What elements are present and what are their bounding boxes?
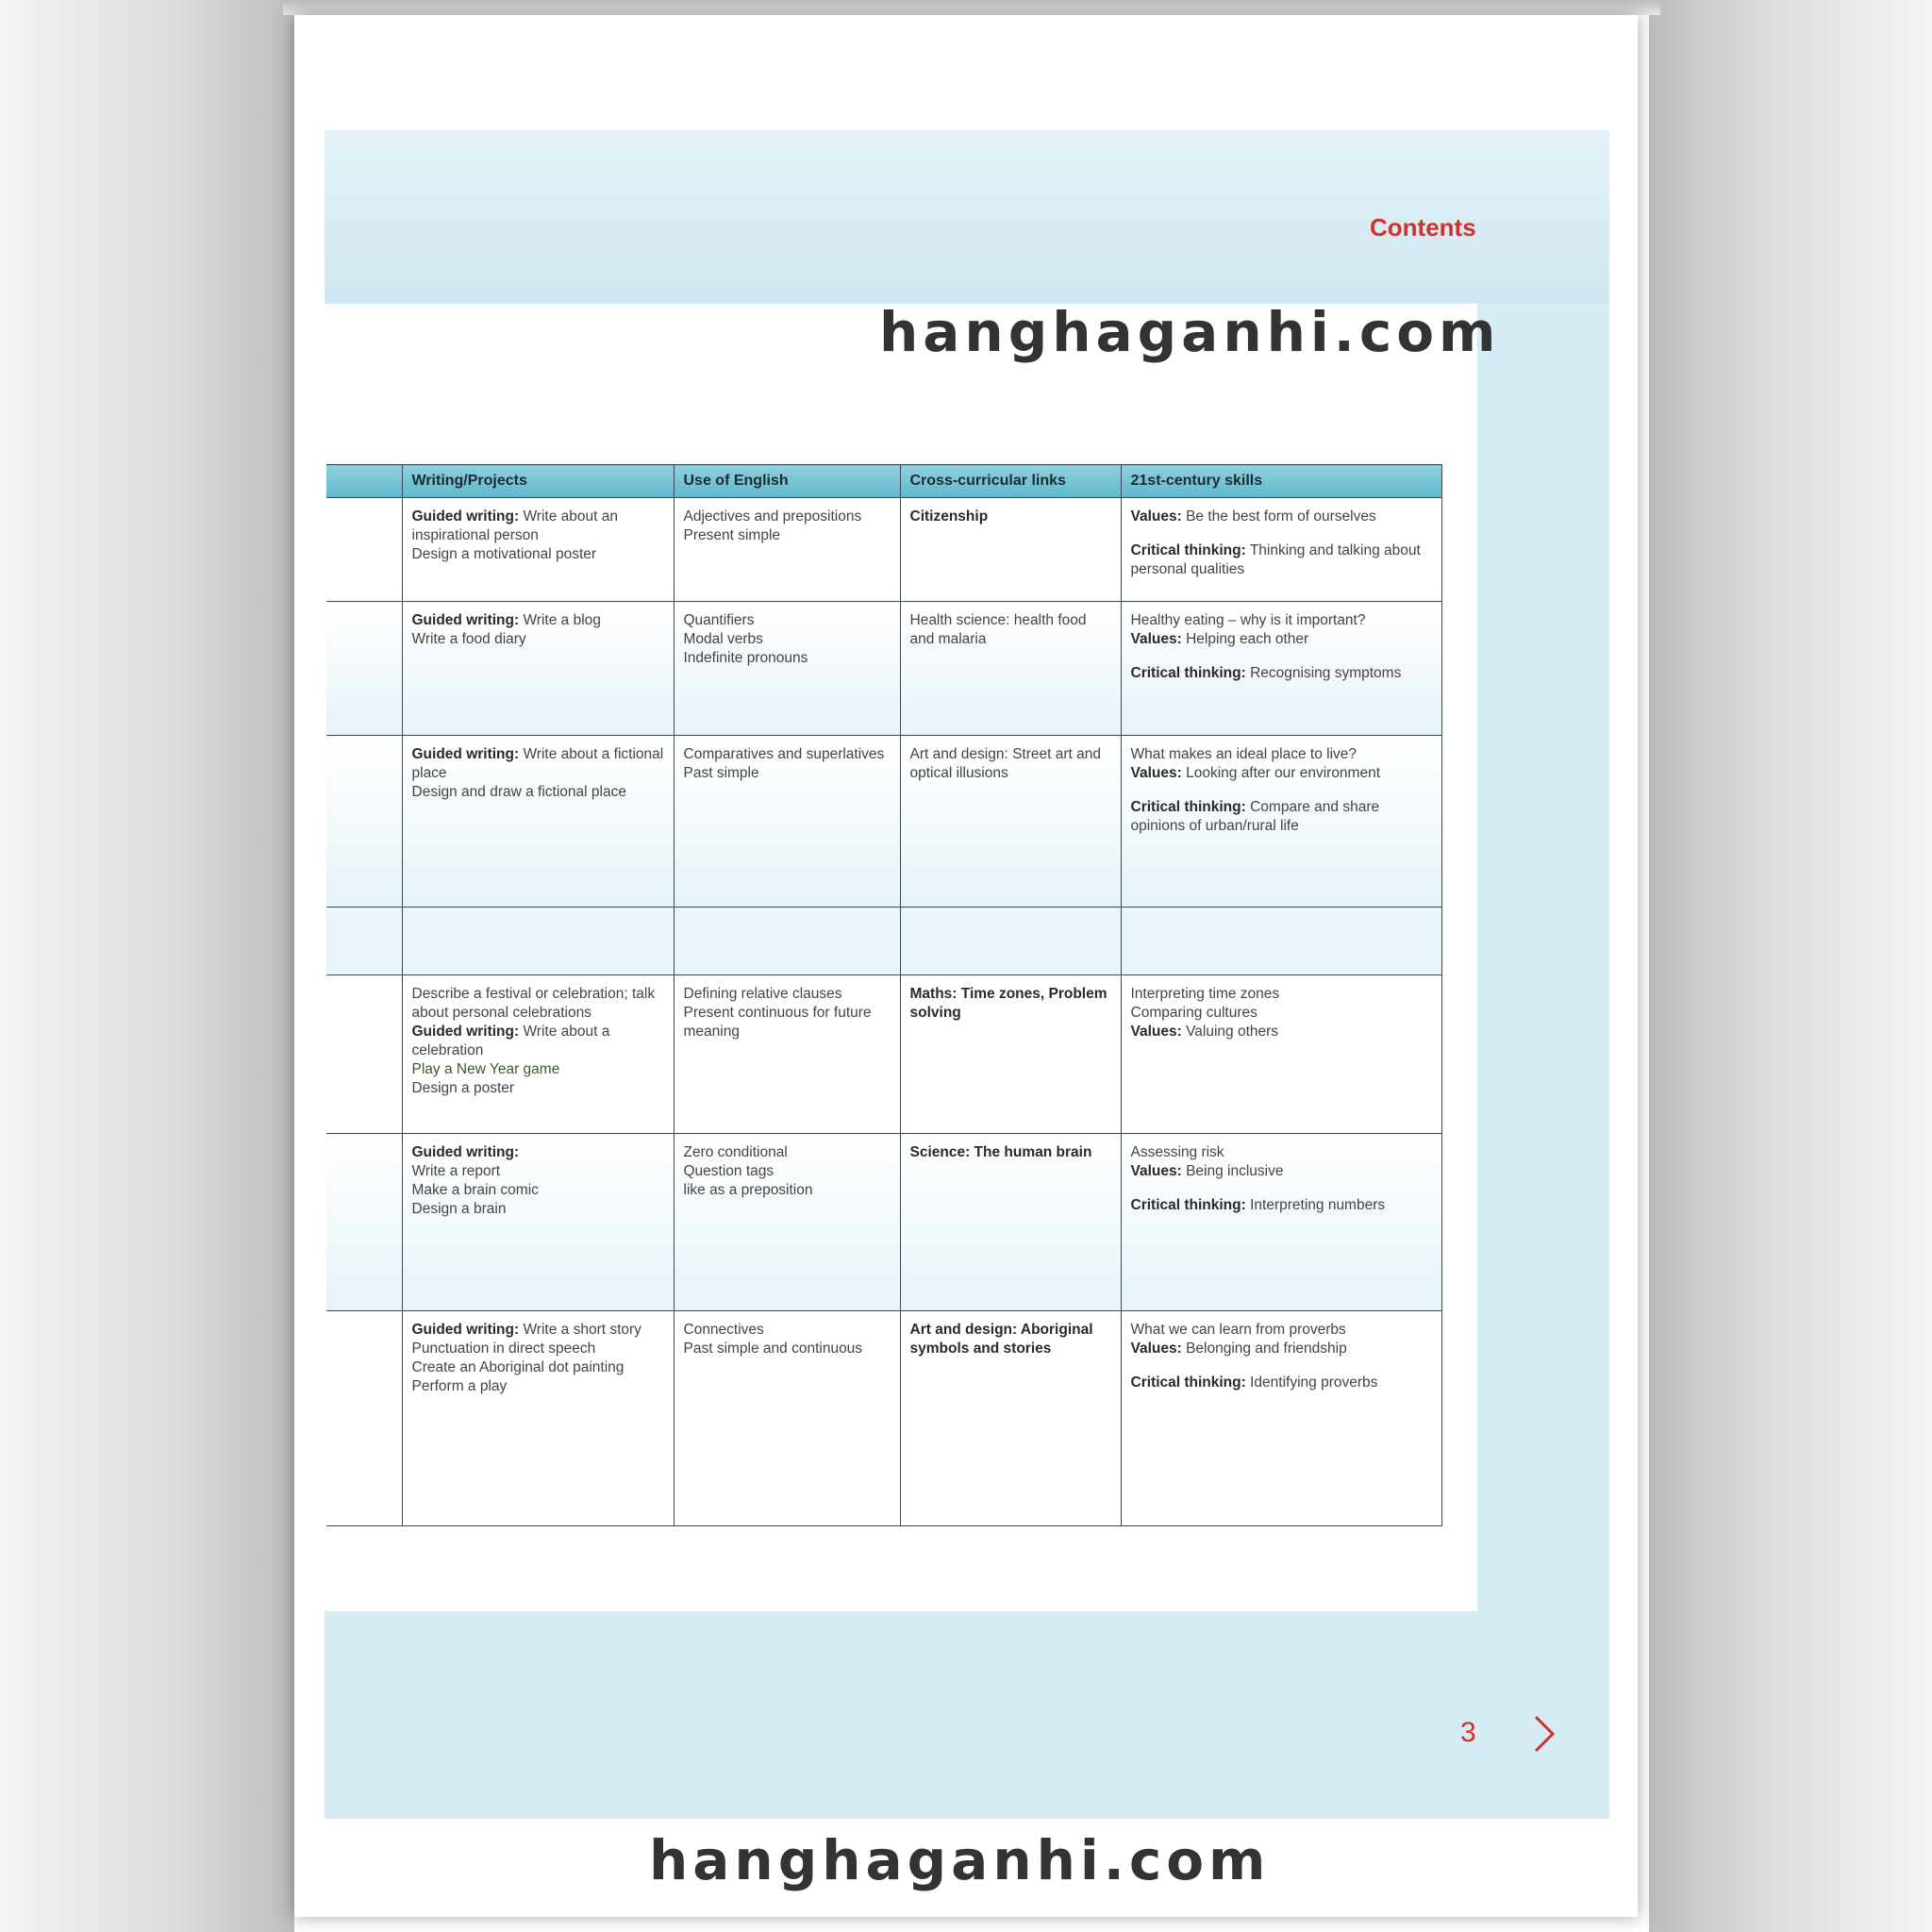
- column-header-skills: 21st-century skills: [1121, 465, 1441, 498]
- cell-line: [684, 649, 891, 668]
- line-gap: [1131, 526, 1432, 541]
- table-header-row: [326, 465, 1441, 498]
- cell-line-label: Critical thinking:: [1130, 542, 1246, 558]
- cell-line: [910, 611, 1111, 649]
- cell-line-text: Indefinite pronouns: [683, 650, 808, 666]
- cell-line: [684, 526, 891, 545]
- cell-line-text: Create an Aboriginal dot painting: [411, 1359, 625, 1375]
- cell-line-label: Science: The human brain: [909, 1144, 1092, 1160]
- english-cell: [674, 975, 900, 1134]
- cell-line: [1131, 611, 1432, 630]
- cell-line: [684, 1340, 891, 1358]
- cell-line-text: Design and draw a fictional place: [411, 784, 626, 800]
- writing-cell: [402, 602, 674, 736]
- writing-cell: [402, 1311, 674, 1526]
- cell-line-text: like as a preposition: [683, 1182, 813, 1198]
- cell-line: [910, 745, 1111, 783]
- cell-line-label: Guided writing:: [411, 1024, 520, 1040]
- cell-line-text: Write about a celebration: [411, 1024, 610, 1058]
- cell-line-label: Critical thinking:: [1130, 799, 1246, 815]
- cell-line: [1131, 1321, 1432, 1340]
- cell-line-label: Values:: [1130, 765, 1182, 781]
- cell-line: [412, 1358, 664, 1377]
- writing-cell: [402, 498, 674, 602]
- skills-cell: [1121, 1134, 1441, 1311]
- cell-line: [1131, 508, 1432, 526]
- cell-line: [412, 1377, 664, 1396]
- cell-line: [684, 1143, 891, 1162]
- cell-line-text: Healthy eating – why is it important?: [1130, 612, 1366, 628]
- line-gap: [1131, 649, 1432, 664]
- cell-line: [684, 611, 891, 630]
- scan-background-top: [283, 0, 1660, 15]
- cell-line: [412, 1079, 664, 1098]
- cell-line-text: Looking after our environment: [1181, 765, 1381, 781]
- cell-line: [412, 508, 664, 545]
- cell-line: [1131, 1004, 1432, 1023]
- watermark-top: hanghaganhi.com: [879, 300, 1501, 364]
- cell-line-text: Compare and share opinions of urban/rural life: [1130, 799, 1380, 834]
- scan-background-right: [1649, 0, 1932, 1932]
- cell-line-label: Values:: [1130, 1163, 1182, 1179]
- cell-line-text: Present continuous for future meaning: [683, 1005, 872, 1040]
- cell-line: [412, 1181, 664, 1200]
- cell-line: [1131, 985, 1432, 1004]
- cell-line-text: Helping each other: [1181, 631, 1309, 647]
- line-gap: [1131, 1358, 1432, 1374]
- english-cell: [674, 498, 900, 602]
- cell-line: [1131, 1196, 1432, 1215]
- cell-line-text: Write a blog: [519, 612, 601, 628]
- cell-line-label: Maths: Time zones, Problem solving: [909, 986, 1108, 1021]
- cell-line: [1131, 664, 1432, 683]
- watermark-bottom: hanghaganhi.com: [649, 1828, 1271, 1892]
- writing-cell: [402, 975, 674, 1134]
- cell-line-text: Interpreting numbers: [1245, 1197, 1386, 1213]
- cell-line-label: Art and design: Aboriginal symbols and stories: [909, 1322, 1093, 1357]
- links-cell: [900, 736, 1121, 908]
- cell-line-label: Values:: [1130, 1024, 1182, 1040]
- links-cell: [900, 1134, 1121, 1311]
- cell-line-text: Belonging and friendship: [1181, 1341, 1347, 1357]
- cell-line: [684, 630, 891, 649]
- cell-line-text: Play a New Year game: [411, 1061, 560, 1077]
- cell-line: [412, 985, 664, 1023]
- column-header-links: Cross-curricular links: [900, 465, 1121, 498]
- cell-line-text: Design a motivational poster: [411, 546, 597, 562]
- cell-line: [412, 630, 664, 649]
- cell-line-text: Identifying proverbs: [1245, 1374, 1378, 1391]
- line-gap: [1131, 1181, 1432, 1196]
- cell-line-text: Question tags: [683, 1163, 774, 1179]
- writing-cell: [402, 908, 674, 975]
- contents-link[interactable]: Contents: [1370, 213, 1476, 242]
- english-cell: [674, 602, 900, 736]
- cell-line: [412, 1023, 664, 1060]
- english-cell: [674, 736, 900, 908]
- cell-line: [684, 1004, 891, 1041]
- column-header-writing: Writing/Projects: [402, 465, 674, 498]
- cell-line: [412, 1143, 664, 1162]
- cell-line-text: Design a brain: [411, 1201, 507, 1217]
- links-cell: [900, 1311, 1121, 1526]
- cell-line: [684, 764, 891, 783]
- cell-line-text: Interpreting time zones: [1130, 986, 1280, 1002]
- column-header-english: Use of English: [674, 465, 900, 498]
- links-cell: [900, 975, 1121, 1134]
- table-row: [326, 1134, 1441, 1311]
- cell-line: [1131, 764, 1432, 783]
- cell-line: [1131, 745, 1432, 764]
- chevron-right-icon[interactable]: [1530, 1713, 1558, 1759]
- cell-line-text: Present simple: [683, 527, 781, 543]
- cell-line: [412, 783, 664, 802]
- unit-cell: [326, 736, 402, 908]
- page-number: 3: [1460, 1717, 1476, 1748]
- table-row: [326, 498, 1441, 602]
- cell-line: [1131, 1162, 1432, 1181]
- english-cell: [674, 1311, 900, 1526]
- cell-line-text: Describe a festival or celebration; talk about personal celebrations: [411, 986, 656, 1021]
- column-header-unit: [326, 465, 402, 498]
- cell-line-text: Write about an inspirational person: [411, 508, 618, 543]
- cell-line-label: Guided writing:: [411, 612, 520, 628]
- cell-line: [1131, 1023, 1432, 1041]
- table-row: [326, 1311, 1441, 1526]
- english-cell: [674, 908, 900, 975]
- unit-cell: [326, 1134, 402, 1311]
- skills-cell: [1121, 736, 1441, 908]
- skills-cell: [1121, 602, 1441, 736]
- links-cell: [900, 498, 1121, 602]
- line-gap: [1131, 783, 1432, 798]
- cell-line: [684, 1162, 891, 1181]
- cell-line-label: Critical thinking:: [1130, 1197, 1246, 1213]
- cell-line-text: Past simple and continuous: [683, 1341, 863, 1357]
- cell-line: [684, 745, 891, 764]
- cell-line: [910, 508, 1111, 526]
- cell-line: [910, 1321, 1111, 1358]
- cell-line-text: Design a poster: [411, 1080, 515, 1096]
- unit-cell: [326, 908, 402, 975]
- cell-line: [412, 1321, 664, 1340]
- table-row: [326, 908, 1441, 975]
- table-row: [326, 736, 1441, 908]
- cell-line: [684, 1321, 891, 1340]
- unit-cell: [326, 602, 402, 736]
- table-row: [326, 975, 1441, 1134]
- cell-line-label: Guided writing:: [411, 508, 520, 525]
- cell-line: [412, 545, 664, 564]
- links-cell: [900, 602, 1121, 736]
- cell-line-label: Critical thinking:: [1130, 1374, 1246, 1391]
- contents-table: [326, 464, 1442, 1526]
- cell-line: [1131, 798, 1432, 836]
- unit-cell: [326, 1311, 402, 1526]
- writing-cell: [402, 1134, 674, 1311]
- cell-line-text: Write a short story: [519, 1322, 641, 1338]
- skills-cell: [1121, 1311, 1441, 1526]
- cell-line-text: Be the best form of ourselves: [1181, 508, 1376, 525]
- cell-line-text: Adjectives and prepositions: [683, 508, 862, 525]
- cell-line-text: Zero conditional: [683, 1144, 788, 1160]
- scan-background-left: [0, 0, 294, 1932]
- cell-line-text: Being inclusive: [1181, 1163, 1284, 1179]
- cell-line-label: Guided writing:: [411, 746, 520, 762]
- cell-line-text: Quantifiers: [683, 612, 755, 628]
- skills-cell: [1121, 498, 1441, 602]
- cell-line-label: Citizenship: [909, 508, 989, 525]
- cell-line: [1131, 541, 1432, 579]
- cell-line-text: Health science: health food and malaria: [909, 612, 1087, 647]
- cell-line-text: Punctuation in direct speech: [411, 1341, 596, 1357]
- cell-line: [1131, 1340, 1432, 1358]
- cell-line-text: Art and design: Street art and optical illusions: [909, 746, 1101, 781]
- cell-line-text: Thinking and talking about personal qualities: [1130, 542, 1421, 577]
- cell-line-label: Critical thinking:: [1130, 665, 1246, 681]
- cell-line: [1131, 1143, 1432, 1162]
- unit-cell: [326, 498, 402, 602]
- cell-line-label: Values:: [1130, 508, 1182, 525]
- cell-line-text: Write a report: [411, 1163, 501, 1179]
- unit-cell: [326, 975, 402, 1134]
- cell-line-text: Modal verbs: [683, 631, 763, 647]
- writing-cell: [402, 736, 674, 908]
- cell-line-text: What we can learn from proverbs: [1130, 1322, 1346, 1338]
- skills-cell: [1121, 908, 1441, 975]
- cell-line-label: Guided writing:: [411, 1144, 520, 1160]
- cell-line: [684, 985, 891, 1004]
- links-cell: [900, 908, 1121, 975]
- cell-line: [684, 508, 891, 526]
- cell-line: [412, 1162, 664, 1181]
- cell-line-text: Valuing others: [1181, 1024, 1279, 1040]
- cell-line-text: Defining relative clauses: [683, 986, 842, 1002]
- cell-line-label: Values:: [1130, 1341, 1182, 1357]
- cell-line: [412, 745, 664, 783]
- cell-line: [412, 1340, 664, 1358]
- cell-line: [1131, 630, 1432, 649]
- cell-line-text: Recognising symptoms: [1245, 665, 1402, 681]
- table-row: [326, 602, 1441, 736]
- cell-line-text: Comparatives and superlatives: [683, 746, 885, 762]
- cell-line-text: Comparing cultures: [1130, 1005, 1257, 1021]
- cell-line-text: Assessing risk: [1130, 1144, 1224, 1160]
- cell-line: [412, 611, 664, 630]
- cell-line-label: Values:: [1130, 631, 1182, 647]
- cell-line-text: Perform a play: [411, 1378, 508, 1394]
- cell-line-text: Make a brain comic: [411, 1182, 539, 1198]
- cell-line: [684, 1181, 891, 1200]
- cell-line: [1131, 1374, 1432, 1392]
- cell-line-text: Write a food diary: [411, 631, 526, 647]
- cell-line-label: Guided writing:: [411, 1322, 520, 1338]
- skills-cell: [1121, 975, 1441, 1134]
- cell-line: [910, 985, 1111, 1023]
- cell-line: [412, 1060, 664, 1079]
- cell-line: [910, 1143, 1111, 1162]
- english-cell: [674, 1134, 900, 1311]
- cell-line-text: Write about a fictional place: [411, 746, 664, 781]
- cell-line-text: Connectives: [683, 1322, 764, 1338]
- cell-line-text: Past simple: [683, 765, 759, 781]
- cell-line: [412, 1200, 664, 1219]
- cell-line-text: What makes an ideal place to live?: [1130, 746, 1357, 762]
